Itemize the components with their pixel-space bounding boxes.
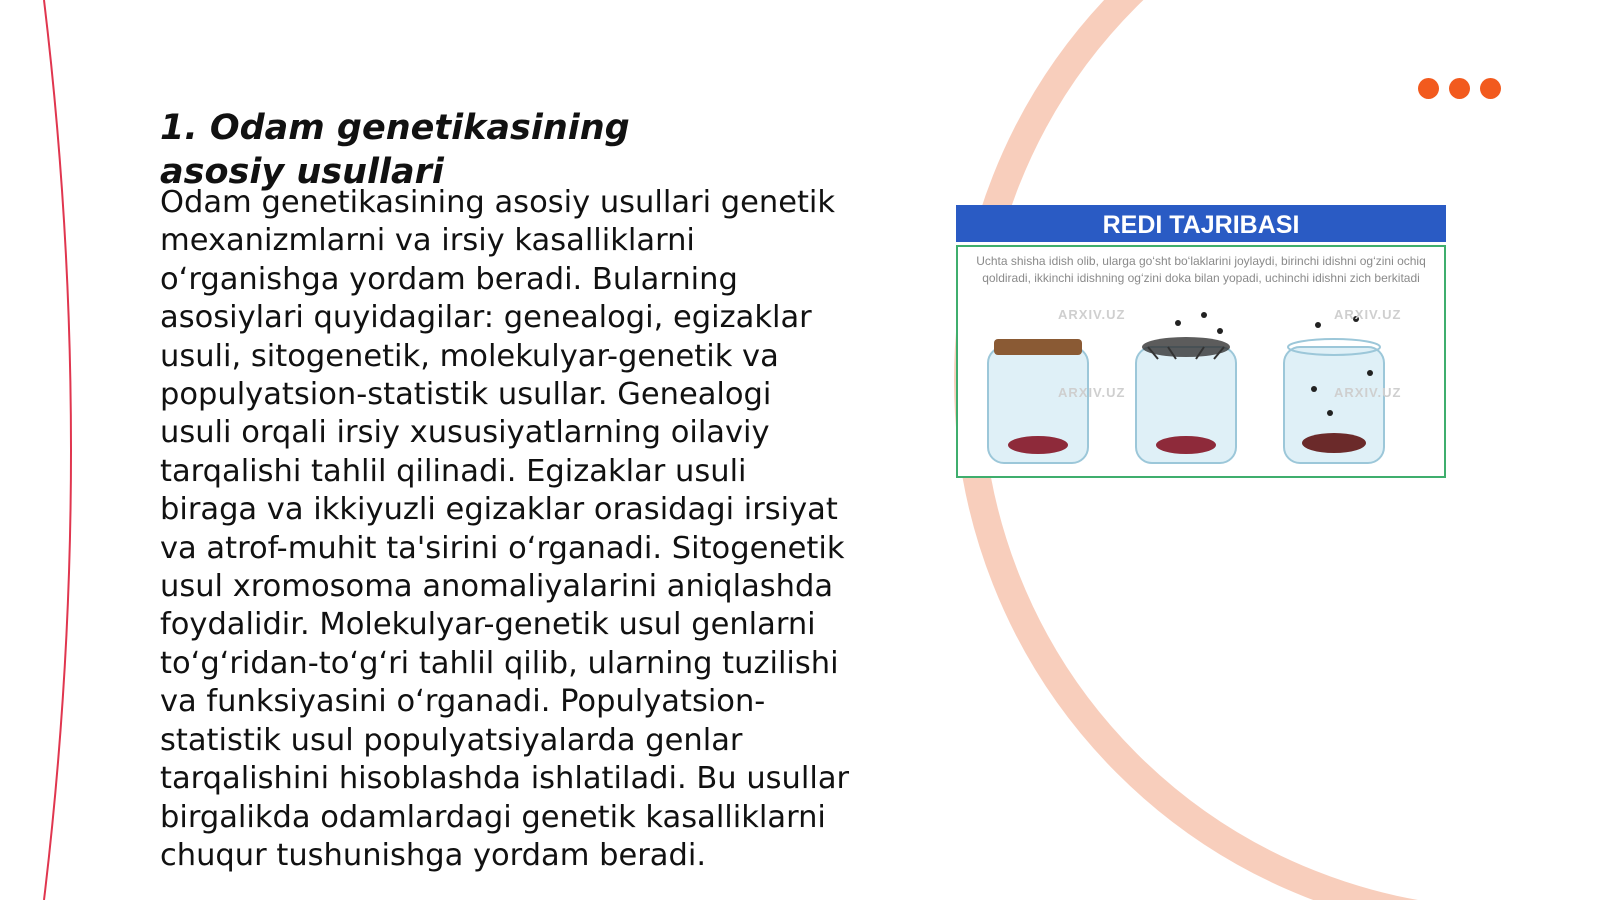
sealed-jar-icon bbox=[988, 339, 1088, 463]
figure-header: REDI TAJRIBASI bbox=[956, 205, 1446, 242]
gauze-jar-icon bbox=[1136, 312, 1236, 463]
figure-caption: Uchta shisha idish olib, ularga go‘sht bo‘laklarini joylaydi, birinchi idishni og‘zini ochiq qoldiradi, ikkinchi idishning og‘zini doka bilan yopadi, uchinchi idishni zich berkitadi bbox=[976, 254, 1426, 285]
watermark-text: ARXIV.UZ bbox=[1058, 385, 1126, 400]
watermark-text: ARXIV.UZ bbox=[1334, 307, 1402, 322]
watermark-text: ARXIV.UZ bbox=[1058, 307, 1126, 322]
left-accent-line bbox=[44, 0, 71, 900]
dot-icon bbox=[1449, 78, 1470, 99]
slide-title: 1. Odam genetikasining asosiy usullari bbox=[160, 108, 630, 192]
dot-icon bbox=[1418, 78, 1439, 99]
slide-body-text: Odam genetikasining asosiy usullari genetik mexanizmlarni va irsiy kasalliklarni o‘rganishga yordam beradi. Bularning asosiylari quyidagilar: genealogi, egizaklar usuli, sitogenetik, molekulyar-genetik va populyatsion-statistik usullar. Genealogi usuli orqali irsiy xususiyatlarning oilaviy tarqalishi tahlil qilinadi. Egizaklar usuli biraga va ikkiyuzli egizaklar orasidagi irsiyat va atrof-muhit ta'sirini o‘rganadi. Sitogenetik usul xromosoma anomaliyalarini aniqlashda foydalidir. Molekulyar-genetik usul genlarni to‘g‘ridan-to‘g‘ri tahlil qilib, ularning tuzilishi va funksiyasini o‘rganadi. Populyatsion-statistik usul populyatsiyalarda genlar tarqalishini hisoblashda ishlatiladi. Bu usullar birgalikda odamlardagi genetik kasalliklarni chuqur tushunishga yordam beradi. bbox=[160, 185, 850, 873]
watermark-text: ARXIV.UZ bbox=[1334, 385, 1402, 400]
figure-panel bbox=[956, 245, 1446, 478]
dot-icon bbox=[1480, 78, 1501, 99]
redi-experiment-figure bbox=[956, 205, 1446, 477]
menu-dots bbox=[1418, 78, 1501, 99]
